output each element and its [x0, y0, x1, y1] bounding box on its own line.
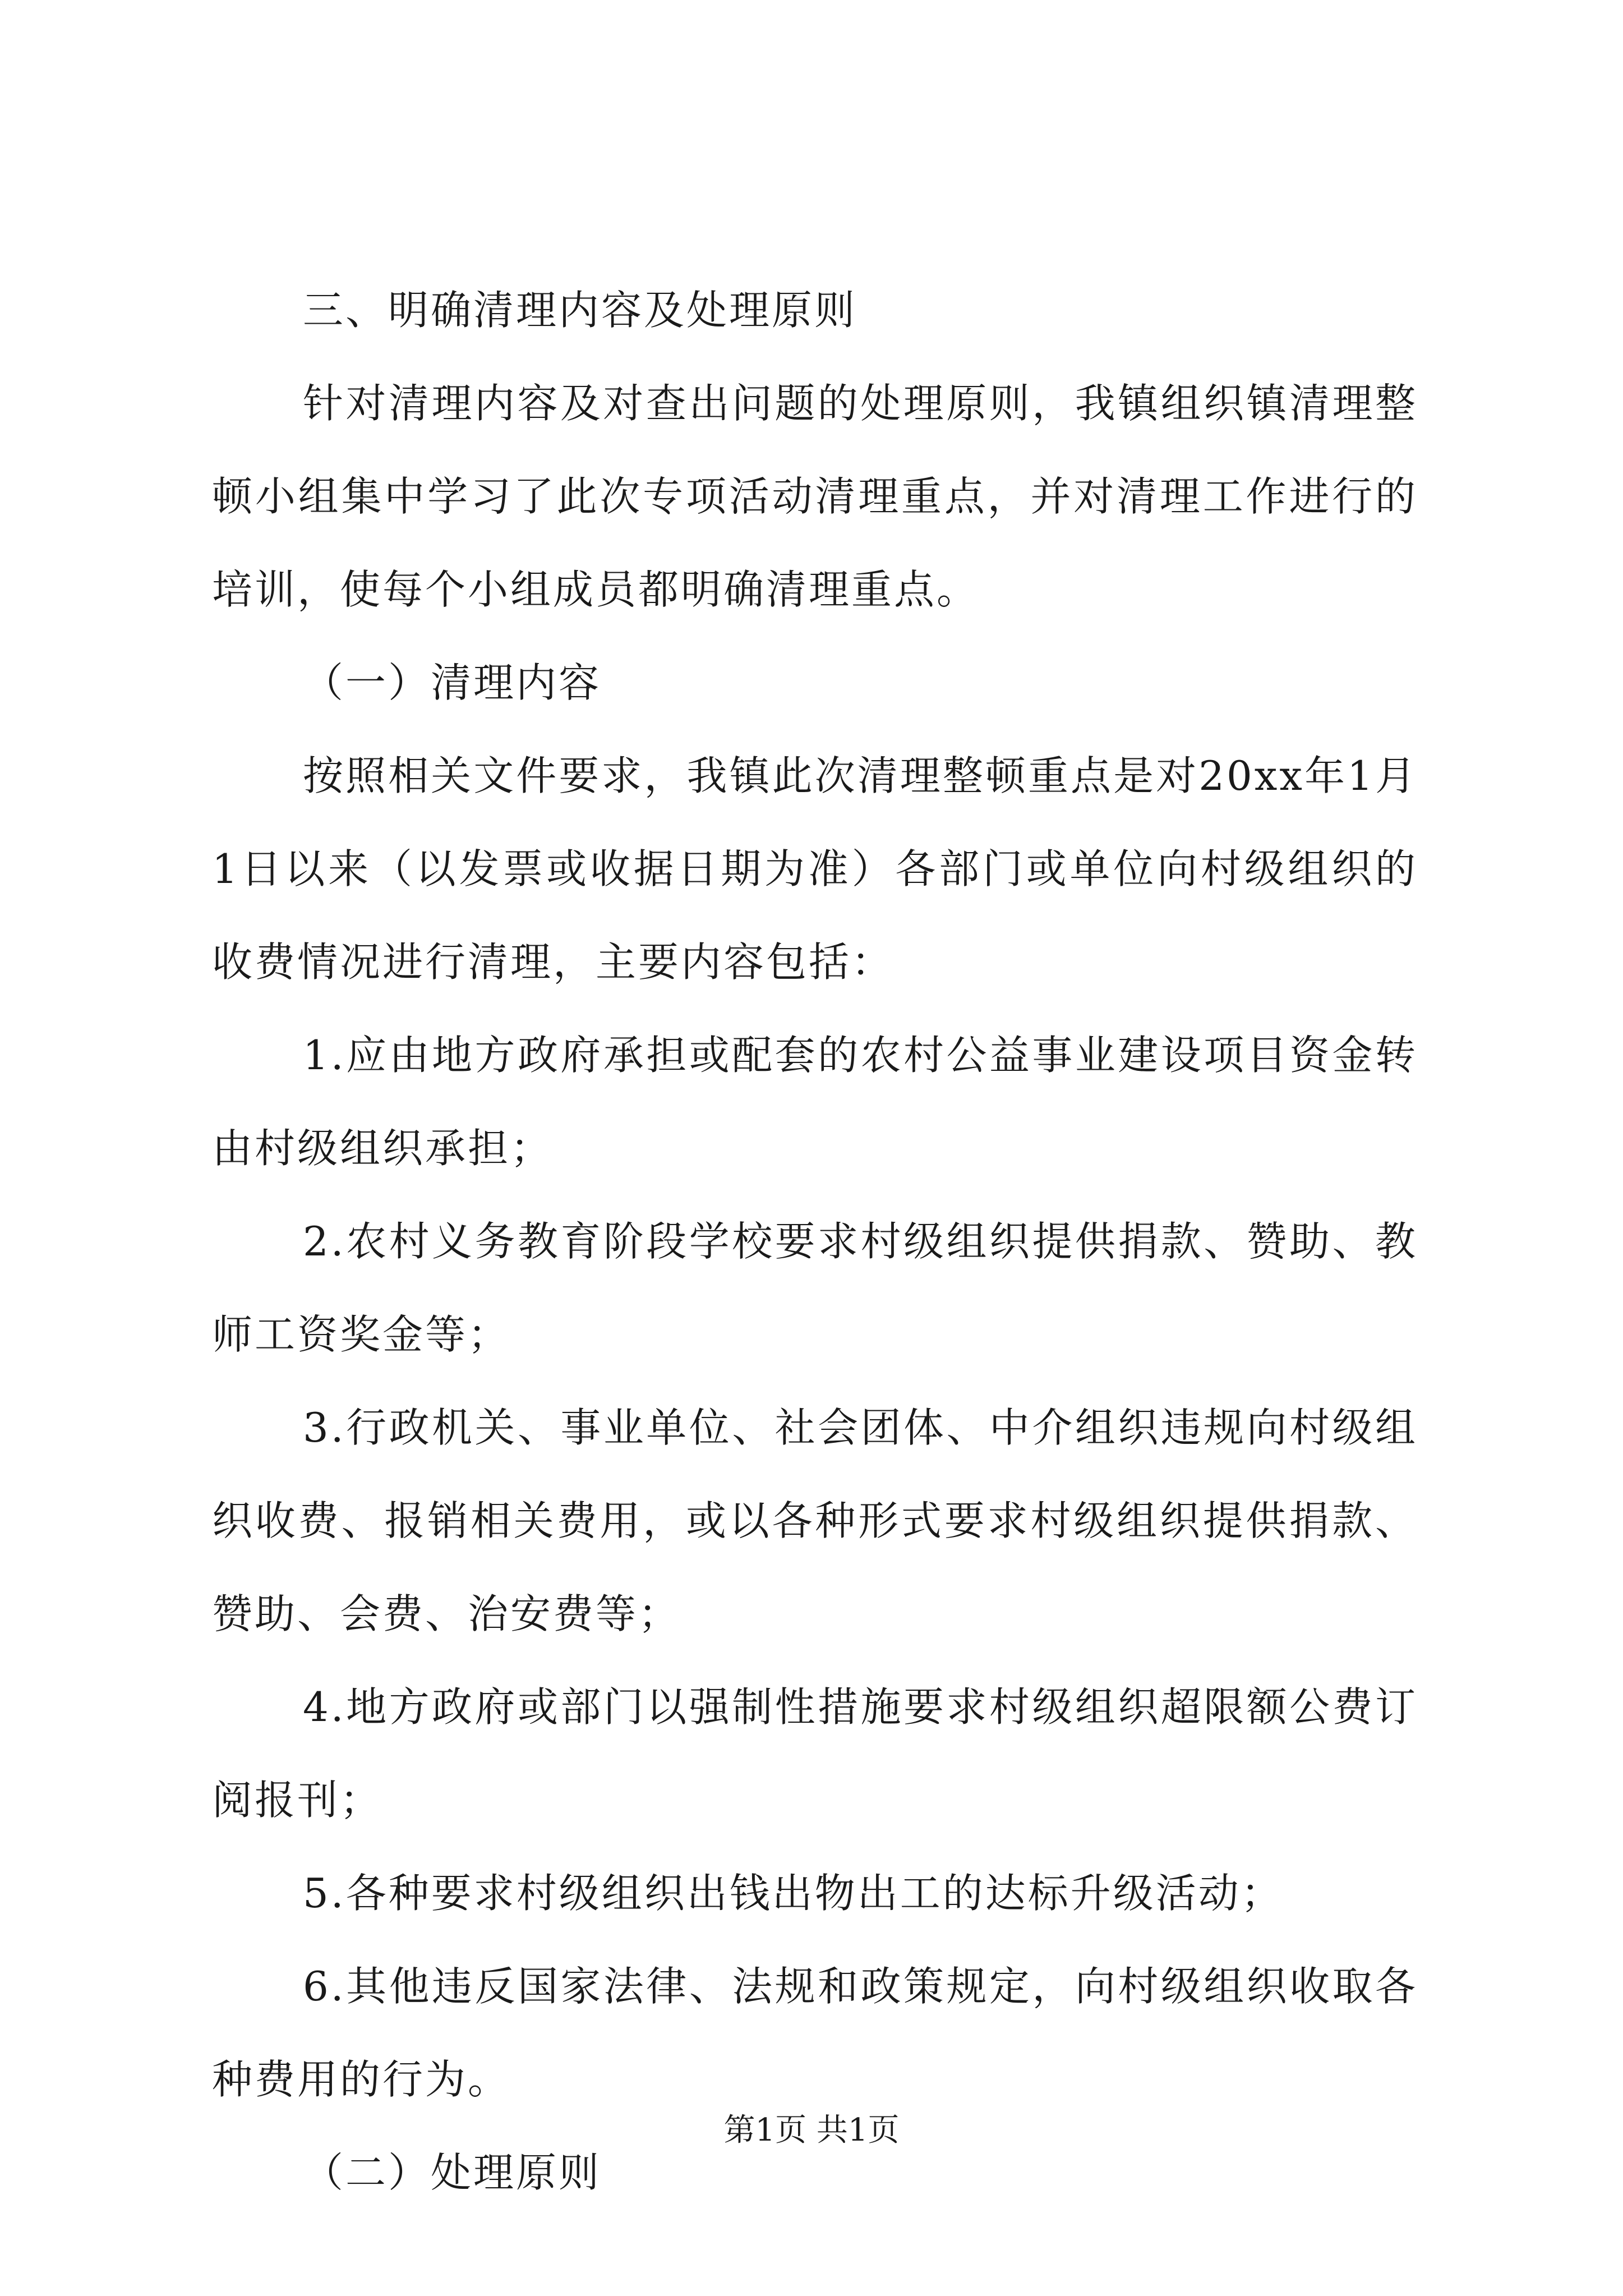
intro-paragraph: 针对清理内容及对查出问题的处理原则，我镇组织镇清理整顿小组集中学习了此次专项活动清理重点，并对清理工作进行的培训，使每个小组成员都明确清理重点。 [212, 380, 1418, 613]
document-body [212, 264, 1418, 2219]
subheading-cleanup-content: （一）清理内容 [303, 659, 602, 706]
list-item: 5.各种要求村级组织出钱出物出工的达标升级活动； [303, 1870, 1284, 1917]
list-item: 1.应由地方政府承担或配套的农村公益事业建设项目资金转由村级组织承担； [212, 1032, 1418, 1172]
list-item: 3.行政机关、事业单位、社会团体、中介组织违规向村级组织收费、报销相关费用，或以各种形式要求村级组织提供捐款、赞助、会费、治安费等； [212, 1404, 1418, 1637]
subheading-handling-principles: （二）处理原则 [303, 2149, 602, 2196]
section-heading: 三、明确清理内容及处理原则 [303, 287, 857, 334]
cleanup-intro-paragraph: 按照相关文件要求，我镇此次清理整顿重点是对20xx年1月1日以来（以发票或收据日期为准）各部门或单位向村级组织的收费情况进行清理，主要内容包括： [212, 752, 1418, 986]
list-item: 4.地方政府或部门以强制性措施要求村级组织超限额公费订阅报刊； [212, 1683, 1418, 1824]
list-item: 2.农村义务教育阶段学校要求村级组织提供捐款、赞助、教师工资奖金等； [212, 1218, 1418, 1358]
list-item: 6.其他违反国家法律、法规和政策规定，向村级组织收取各种费用的行为。 [212, 1963, 1418, 2103]
page-footer: 第1页 共1页 [723, 2112, 900, 2148]
